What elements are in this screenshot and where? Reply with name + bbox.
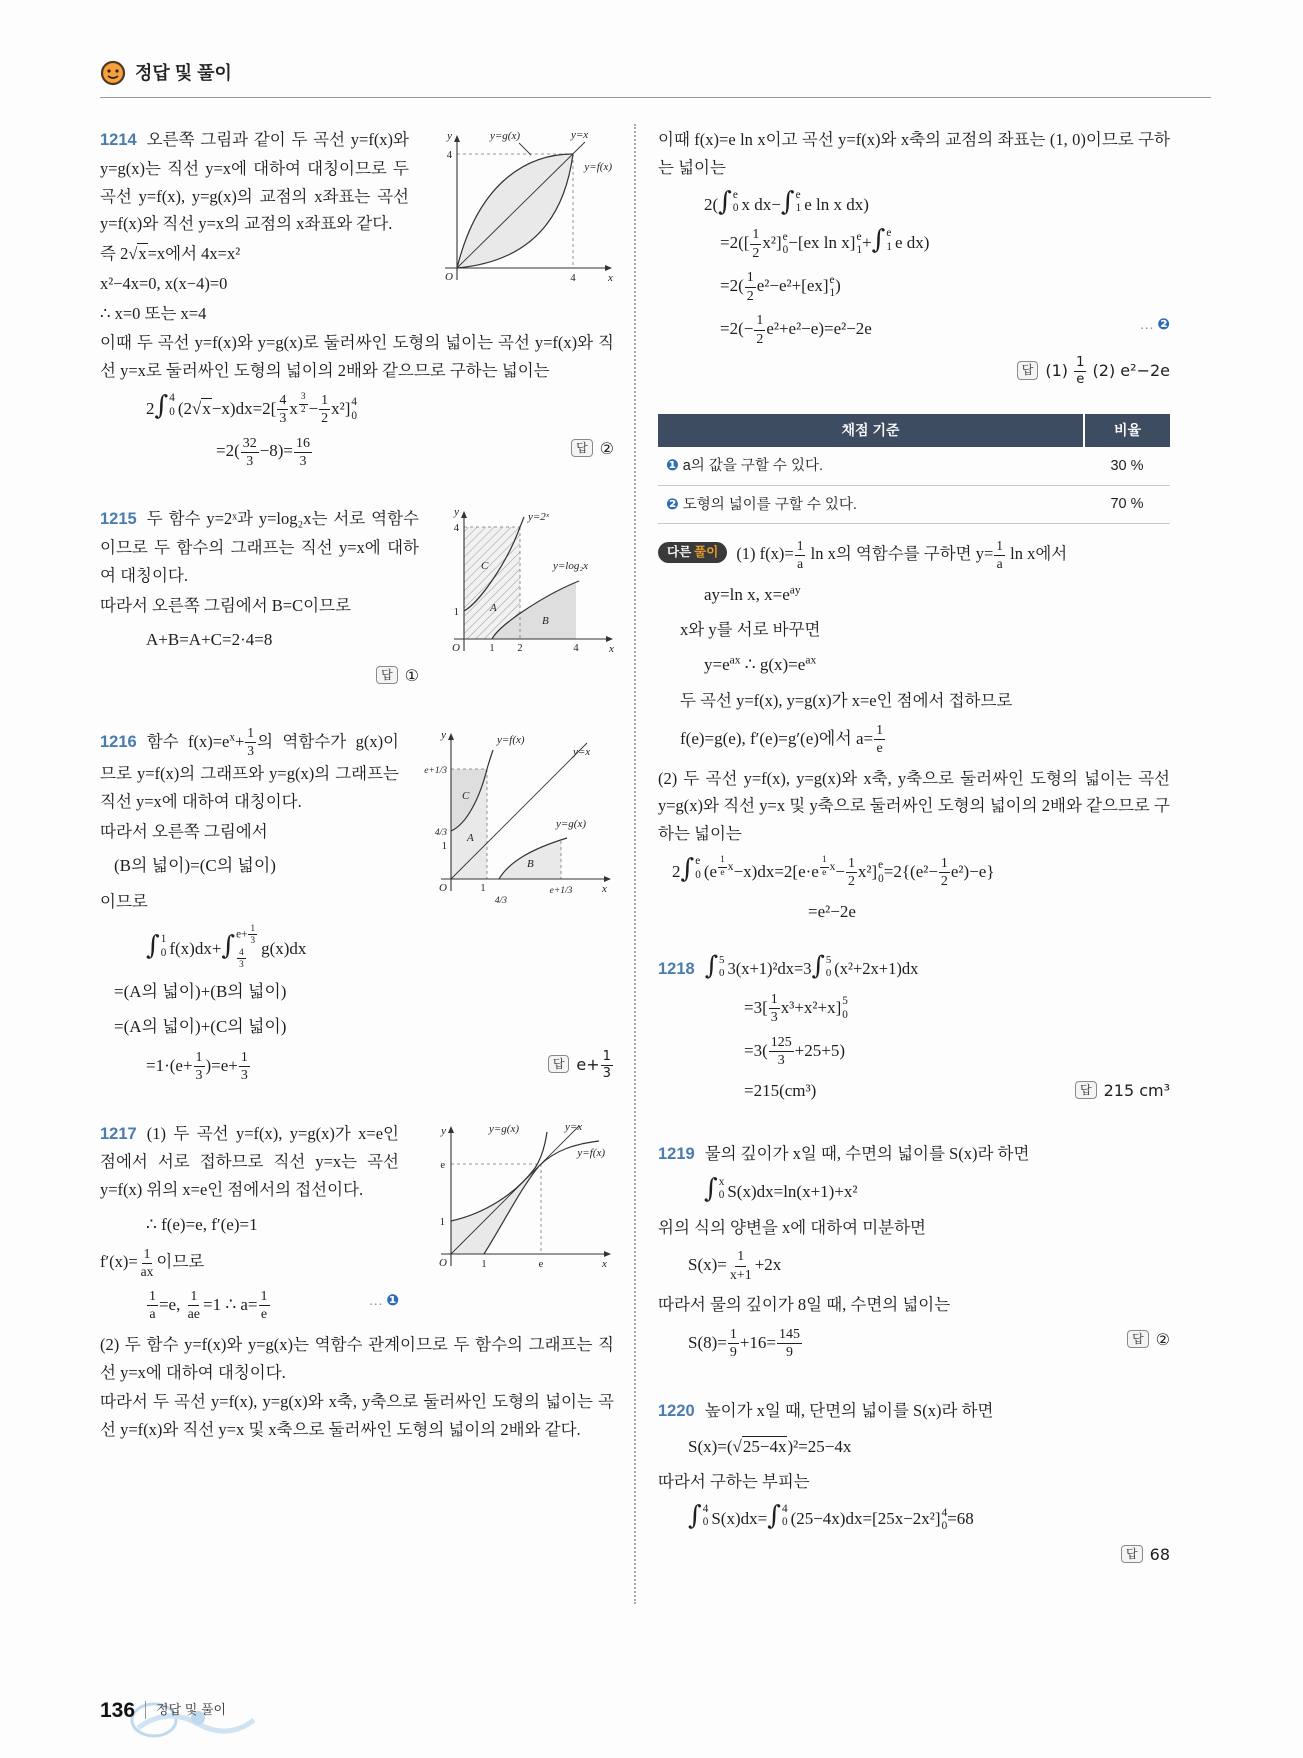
formula: =(A의 넓이)+(B의 넓이) <box>114 981 287 1001</box>
formula: =215(cm³) <box>744 1080 817 1100</box>
math-line <box>100 978 614 1007</box>
formula: =e²−2e <box>808 901 856 921</box>
answer-tag: 답 <box>1121 1545 1143 1563</box>
step-note-2: … ❷ <box>1139 315 1170 334</box>
text-line: 두 곡선 y=f(x), y=g(x)가 x=e인 점에서 접하므로 <box>680 690 1013 710</box>
other-solution-badge: 다른 풀이 <box>658 542 727 563</box>
answer <box>376 662 419 691</box>
formula: =2( $\frac{32}{3}$ −8)= $\frac{16}{3}$ <box>216 435 310 469</box>
formula: S(x)=(√25−4x)²=25−4x <box>688 1436 852 1456</box>
footer-divider <box>145 1701 146 1719</box>
region-B: B <box>542 615 549 628</box>
math-line <box>658 1176 1170 1207</box>
axis-label-y: y <box>441 1124 446 1137</box>
problem-number: 1214 <box>100 131 137 150</box>
alternate-solution <box>658 538 1170 926</box>
answer-tag: 답 <box>376 666 398 684</box>
line-label-yx: y=x <box>565 1121 583 1133</box>
formula: ∫ 5 0 3(x+1)²dx=3 ∫ 5 0 (x²+2x+1)dx <box>704 951 919 982</box>
tick-y-1: 1 <box>439 1216 445 1228</box>
math-line <box>658 580 1170 609</box>
text-line: x²−4x=0, x(x−4)=0 <box>100 273 228 293</box>
tick-y-e: e <box>440 1159 445 1171</box>
text-line: (2) 두 함수 y=f(x)와 y=g(x)는 역함수 관계이므로 두 함수의 그래프는 직선 y=x에 대하여 대칭이다. <box>100 1334 614 1382</box>
tick-x4: 4 <box>570 273 576 285</box>
math-line <box>100 1288 614 1324</box>
answer-tag: 답 <box>1017 361 1039 379</box>
formula: =2(− $\frac{1}{2}$ e²+e²−e)=e²−2e <box>720 313 872 347</box>
answer-line <box>658 355 1170 389</box>
rubric-row <box>658 485 1170 523</box>
tick-x-1: 1 <box>480 883 486 895</box>
math-line <box>658 1326 1170 1362</box>
problem-1217-continued <box>658 126 1170 396</box>
text-line <box>658 538 1170 573</box>
curve-label-f: y=f(x) <box>497 734 525 747</box>
criterion-text: a의 값을 구할 수 있다. <box>682 458 823 475</box>
tick-y-43: 4/3 <box>434 828 447 839</box>
answer-value: 68 <box>1149 1544 1170 1564</box>
math-line <box>658 1077 1170 1106</box>
formula: ∫ 1 0 f(x)dx+ ∫ e+ $\frac{1}{3}$ $\frac{4}{3}$ g(x)dx <box>146 922 307 970</box>
formula: 2 ∫ e 0 (e $^{\frac{1}{e} x}$−x)dx=2[e·e $^{\frac{1}{e} x}$− $\frac{1}{2}$ x²] e 0 =2{(e²− $\frac{1}{2}$ e²)−e} <box>672 853 995 890</box>
problem-number: 1219 <box>658 1145 695 1164</box>
answer <box>1017 355 1170 389</box>
curve-label-g: y=g(x) <box>489 130 521 143</box>
rubric-title: 채점 기준 <box>658 414 1084 448</box>
math-line <box>658 186 1170 220</box>
problem-1217 <box>100 1120 614 1446</box>
math-line <box>658 1248 1170 1284</box>
problem-text <box>658 951 1170 984</box>
text-line: 이므로 <box>100 891 148 911</box>
math-line <box>658 1503 1170 1534</box>
origin-label: O <box>452 642 460 655</box>
text-line: 이때 두 곡선 y=f(x)와 y=g(x)로 둘러싸인 도형의 넓이는 곡선 y=f(x)와 직선 y=x로 둘러싸인 도형의 넓이의 2배와 같으므로 구하는 넓이는 <box>100 333 614 380</box>
formula: S(x)= $\frac{1}{x+1}$ +2x <box>688 1249 782 1283</box>
text-run: (1) f(x)= $\frac{1}{a}$ ln x의 역함수를 구하면 y= $\frac{1}{a}$ ln x에서 <box>736 538 1068 571</box>
circled-2: ❷ <box>666 494 679 513</box>
page-footer <box>100 1693 226 1728</box>
column-divider <box>634 124 636 1604</box>
axis-label-y: y <box>454 507 459 519</box>
answer-value: ② <box>1155 1330 1170 1350</box>
page-header <box>100 58 1211 98</box>
text-line: f′(x)= $\frac{1}{ax}$ 이므로 <box>100 1246 205 1280</box>
page-number: 136 <box>100 1698 136 1722</box>
math-line <box>658 722 1170 758</box>
math-line <box>658 1433 1170 1462</box>
curve-label-log: y=log₂x <box>553 560 589 573</box>
rubric-percent: 70 % <box>1084 485 1170 523</box>
answer-line <box>100 662 614 691</box>
tick-y-e13: e+1/3 <box>424 766 447 777</box>
solutions-mascot-icon <box>100 60 126 86</box>
math-line <box>658 651 1170 680</box>
formula: ay=ln x, $x=e^{ay}$ <box>704 582 801 604</box>
formula: 2 ∫ 4 0 (2√x−x)dx=2[ $\frac{4}{3}$ x $^{\frac{3}{2}}$ − $\frac{1}{2}$ x²] 4 0 <box>146 390 357 427</box>
text-line: 즉 2√x=x에서 4x=x² <box>100 244 241 264</box>
region-A: A <box>467 832 474 845</box>
text-run: 두 함수 y=2ˣ과 y=log₂x는 서로 역함수이므로 두 함수의 그래프는 직선 y=x에 대하여 대칭이다. <box>100 509 419 585</box>
axis-label-x: x <box>609 643 614 656</box>
tick-y-1: 1 <box>441 841 447 853</box>
column-right <box>642 124 1170 1604</box>
answer-line <box>658 1541 1170 1570</box>
text-run: 높이가 x일 때, 단면의 넓이를 S(x)라 하면 <box>704 1400 994 1420</box>
tick-y4: 4 <box>453 523 459 535</box>
curve-label-f: y=f(x) <box>584 161 612 174</box>
step-note-1: … ❶ <box>368 1291 399 1310</box>
answer-value: (1) $\frac{1}{e}$ (2) e²−2e <box>1045 355 1170 388</box>
math-line <box>658 898 1170 927</box>
formula: S(8)= $\frac{1}{9}$ +16= $\frac{145}{9}$ <box>688 1327 800 1361</box>
page-title: 정답 및 풀이 <box>135 63 232 83</box>
two-column-layout <box>100 124 1211 1604</box>
problem-1219 <box>658 1140 1170 1369</box>
math-line <box>658 991 1170 1027</box>
problem-text <box>658 1140 1170 1169</box>
formula: =2([ $\frac{1}{2}$ x²] e 0 −[ex ln x] e 1 + ∫ e 1 e dx) <box>720 225 930 261</box>
math-line <box>100 923 614 971</box>
region-A: A <box>490 602 497 615</box>
text-run: 물의 깊이가 x일 때, 수면의 넓이를 S(x)라 하면 <box>704 1144 1030 1164</box>
tick-y1: 1 <box>453 607 459 619</box>
text-line: 위의 식의 양변을 x에 대하여 미분하면 <box>658 1217 926 1237</box>
formula: ∴ f(e)=e, f′(e)=1 <box>146 1214 258 1234</box>
answer <box>1127 1326 1170 1355</box>
answer-tag: 답 <box>548 1055 570 1073</box>
curve-label-f: y=f(x) <box>577 1146 605 1159</box>
answer-value: 215 cm³ <box>1103 1080 1170 1100</box>
axis-label-x: x <box>602 1257 607 1270</box>
text-line: 따라서 물의 깊이가 8일 때, 수면의 넓이는 <box>658 1295 951 1315</box>
text-line: (2) 두 곡선 y=f(x), y=g(x)와 x축, y축으로 둘러싸인 도형의 넓이는 곡선 y=g(x)와 직선 y=x 및 y축으로 둘러싸인 도형의 넓이의 2배와 같으므로 구하는 넓이는 <box>658 768 1170 843</box>
problem-number: 1218 <box>658 960 695 979</box>
text-run: (1) 두 곡선 y=f(x), y=g(x)가 x=e인 점에서 서로 접하므로 직선 y=x는 곡선 y=f(x) 위의 x=e인 점에서의 접선이다. <box>100 1123 399 1199</box>
axis-label-x: x <box>608 272 613 285</box>
tick-x4: 4 <box>573 643 579 655</box>
formula: A+B=A+C=2·4=8 <box>146 630 273 650</box>
math-line <box>658 226 1170 262</box>
rubric-criterion <box>658 447 1084 485</box>
problem-1218 <box>658 951 1170 1112</box>
figure-1215 <box>429 507 614 659</box>
math-line <box>658 855 1170 891</box>
math-line <box>100 1049 614 1085</box>
origin-label: O <box>439 882 447 895</box>
problem-number: 1220 <box>658 1401 695 1420</box>
tick-x-1: 1 <box>481 1258 487 1270</box>
text-run: 함수 $f(x)=e^x+$ $\frac{1}{3}$ 의 역함수가 g(x)이므로 y=f(x)의 그래프와 y=g(x)의 그래프는 직선 y=x에 대하여 대칭이다. <box>100 725 399 811</box>
answer <box>1075 1077 1170 1106</box>
circled-1: ❶ <box>386 1291 399 1310</box>
math-line <box>658 269 1170 305</box>
answer-value: ② <box>599 438 614 458</box>
math-line <box>100 435 614 471</box>
tick-x-43: 4/3 <box>494 896 508 907</box>
text-line: 따라서 오른쪽 그림에서 B=C이므로 <box>100 595 351 615</box>
answer-value: e+ $\frac{1}{3}$ <box>576 1048 611 1082</box>
text-line: 따라서 구하는 부피는 <box>658 1472 810 1492</box>
formula: =(A의 넓이)+(C의 넓이) <box>114 1017 287 1037</box>
text-line: x와 y를 서로 바꾸면 <box>680 620 821 640</box>
tick-x1: 1 <box>489 643 495 655</box>
formula: f(e)=g(e), f′(e)=g′(e)에서 a= $\frac{1}{e}$ <box>680 722 884 757</box>
rubric-percent: 30 % <box>1084 447 1170 485</box>
text-line: 따라서 오른쪽 그림에서 <box>100 821 268 841</box>
axis-label-x: x <box>602 883 607 896</box>
footer-label: 정답 및 풀이 <box>156 1702 227 1718</box>
problem-number: 1216 <box>100 732 137 751</box>
curve-label-exp: y=2ˣ <box>528 511 549 524</box>
formula: ∫ 4 0 S(x)dx= ∫ 4 0 (25−4x)dx=[25x−2x²] 4 0 =68 <box>688 1501 974 1533</box>
line-label-yx: y=x <box>571 129 589 142</box>
problem-number: 1215 <box>100 510 137 529</box>
formula: =3( $\frac{125}{3}$ +25+5) <box>744 1034 845 1069</box>
formula: 2( ∫ e 0 x dx− ∫ e 1 e ln x dx) <box>704 186 869 217</box>
problem-1215 <box>100 505 614 697</box>
answer-tag: 답 <box>1075 1081 1097 1099</box>
tick-y4: 4 <box>446 150 452 162</box>
curve-label-g: y=g(x) <box>488 1122 520 1135</box>
curve-label-g: y=g(x) <box>555 818 587 831</box>
answer <box>571 435 614 464</box>
figure-1217 <box>409 1122 614 1284</box>
formula: =3[ $\frac{1}{3}$ x³+x²+x] 5 0 <box>744 992 848 1026</box>
text-line: ∴ x=0 또는 x=4 <box>100 303 207 323</box>
figure-1214 <box>419 128 614 296</box>
rubric-criterion <box>658 485 1084 523</box>
rubric-row <box>658 447 1170 485</box>
answer <box>1121 1541 1170 1570</box>
column-left <box>100 124 628 1604</box>
axis-label-y: y <box>441 729 446 742</box>
answer <box>548 1049 614 1083</box>
region-B: B <box>527 858 534 871</box>
problem-number: 1217 <box>100 1124 137 1143</box>
origin-label: O <box>445 271 453 284</box>
region-C: C <box>481 560 489 573</box>
formula: $\frac{1}{a}$ =e, $\frac{1}{ae}$ =1 ∴ a= $\frac{1}{e}$ <box>149 1289 268 1323</box>
problem-1216 <box>100 725 614 1091</box>
problem-text <box>658 1397 1170 1426</box>
origin-label: O <box>439 1256 447 1269</box>
text-run: 오른쪽 그림과 같이 두 곡선 y=f(x)와 y=g(x)는 직선 y=x에 대하여 대칭이므로 두 곡선 y=f(x), y=g(x)의 교점의 x좌표는 곡선 y=f(x)와 직선 y=x의 교점의 x좌표와 같다. <box>100 130 409 234</box>
problem-1214 <box>100 126 614 477</box>
text-line: 따라서 두 곡선 y=f(x), y=g(x)와 x축, y축으로 둘러싸인 도형의 넓이는 곡선 y=f(x)와 직선 y=x 및 x축으로 둘러싸인 도형의 넓이의 2배와 같다. <box>100 1392 614 1440</box>
tick-x2: 2 <box>517 643 523 655</box>
answer-tag: 답 <box>1127 1330 1149 1348</box>
math-line <box>100 1013 614 1042</box>
tick-x-e13: e+1/3 <box>549 886 573 897</box>
axis-label-y: y <box>447 130 452 143</box>
math-line <box>658 312 1170 348</box>
formula: (B의 넓이)=(C의 넓이) <box>114 856 276 876</box>
tick-x-e: e <box>538 1258 544 1270</box>
criterion-text: 도형의 넓이를 구할 수 있다. <box>682 496 857 513</box>
math-line <box>100 392 614 428</box>
line-label-yx: y=x <box>573 746 591 759</box>
answer-tag: 답 <box>571 439 593 457</box>
formula: ∫ x 0 S(x)dx=ln(x+1)+x² <box>704 1174 858 1205</box>
formula: $y=e^{ax}$ ∴ $g(x)=e^{ax}$ <box>704 653 817 675</box>
rubric-header-row <box>658 414 1170 448</box>
problem-1220 <box>658 1397 1170 1576</box>
rubric-ratio-header: 비율 <box>1084 414 1170 448</box>
text-line: 이때 f(x)=e ln x이고 곡선 y=f(x)와 x축의 교점의 좌표는 (1, 0)이므로 구하는 넓이는 <box>658 130 1170 177</box>
answer-value: ① <box>404 665 419 685</box>
grading-rubric-table <box>658 414 1170 524</box>
formula: =2( $\frac{1}{2}$ e²−e²+[ex] e 1 ) <box>720 270 841 304</box>
circled-1: ❶ <box>666 456 679 475</box>
figure-1216 <box>409 727 614 909</box>
formula: =1·(e+ $\frac{1}{3}$ )=e+ $\frac{1}{3}$ <box>146 1049 248 1084</box>
circled-2: ❷ <box>1157 315 1170 334</box>
region-C: C <box>462 790 470 803</box>
math-line <box>658 1034 1170 1070</box>
